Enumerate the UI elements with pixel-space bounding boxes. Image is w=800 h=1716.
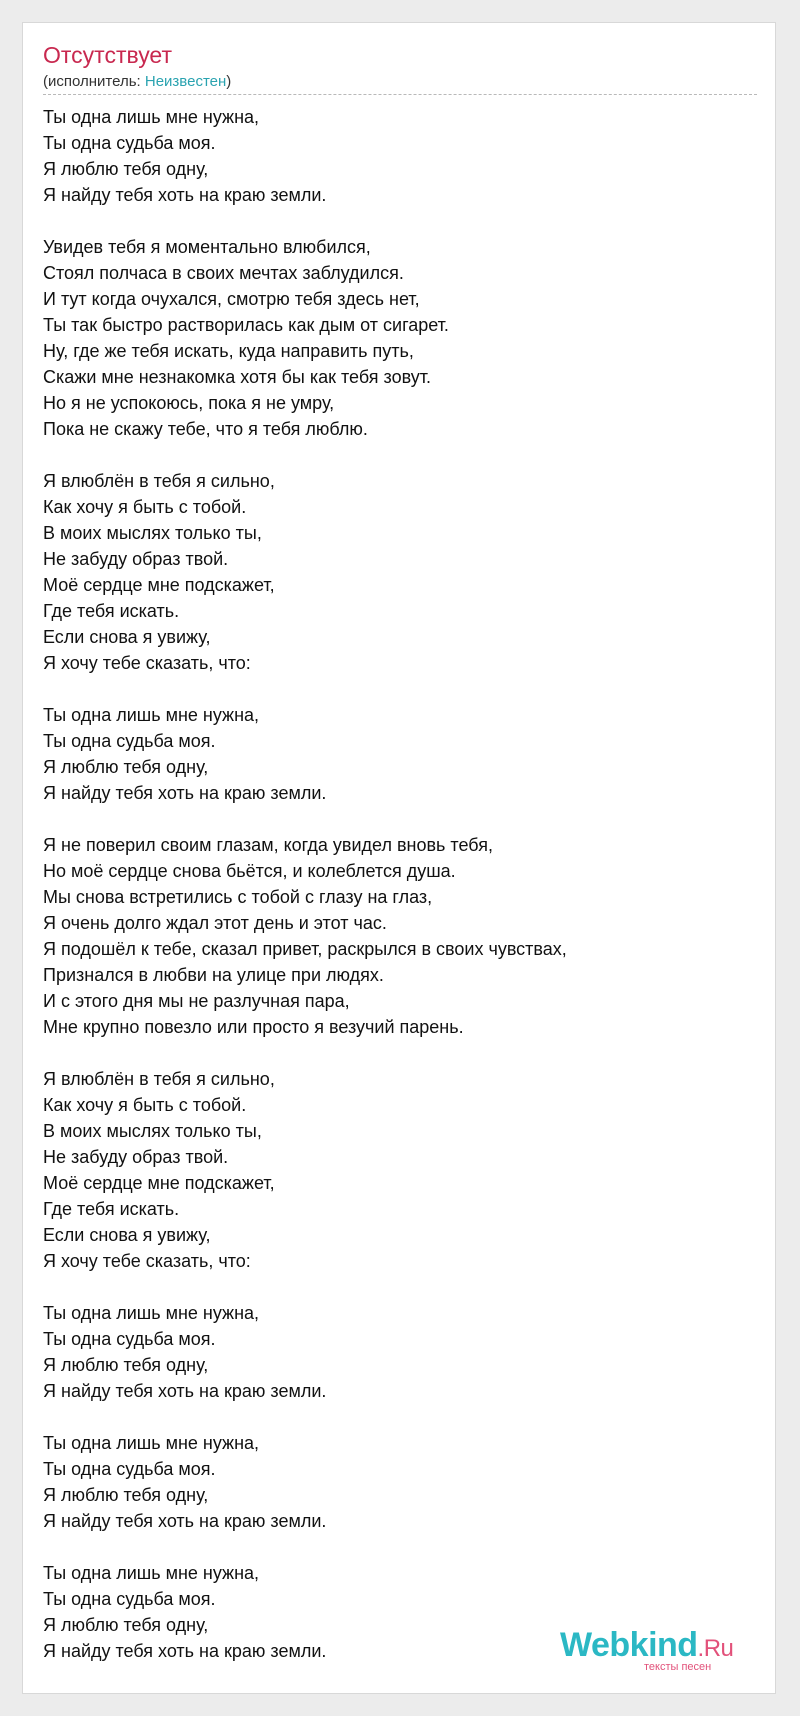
- lyrics-line: Я подошёл к тебе, сказал привет, раскрылся в своих чувствах,: [43, 939, 567, 959]
- lyrics-line: Стоял полчаса в своих мечтах заблудился.: [43, 263, 404, 283]
- lyrics-line: Я люблю тебя одну,: [43, 159, 209, 179]
- lyrics-line: Моё сердце мне подскажет,: [43, 575, 275, 595]
- lyrics-line: Я найду тебя хоть на краю земли.: [43, 1511, 327, 1531]
- lyrics-line: Ты так быстро растворилась как дым от сигарет.: [43, 315, 449, 335]
- lyrics-stanza: [43, 832, 757, 1040]
- lyrics-line: Я найду тебя хоть на краю земли.: [43, 185, 327, 205]
- song-title: Отсутствует: [43, 42, 172, 68]
- lyrics-line: Я хочу тебе сказать, что:: [43, 653, 251, 673]
- lyrics-line: Я люблю тебя одну,: [43, 1355, 209, 1375]
- lyrics-line: Как хочу я быть с тобой.: [43, 497, 247, 517]
- logo-name: Webkind: [560, 1626, 698, 1664]
- lyrics-line: Мне крупно повезло или просто я везучий парень.: [43, 1017, 464, 1037]
- lyrics-line: Скажи мне незнакомка хотя бы как тебя зовут.: [43, 367, 432, 387]
- lyrics-line: Ты одна лишь мне нужна,: [43, 107, 260, 127]
- lyrics-stanza: [43, 234, 757, 442]
- lyrics-line: Я найду тебя хоть на краю земли.: [43, 1381, 327, 1401]
- artist-prefix: (исполнитель:: [43, 73, 145, 90]
- lyrics-line: Я люблю тебя одну,: [43, 757, 209, 777]
- lyrics-line: Я очень долго ждал этот день и этот час.: [43, 913, 387, 933]
- lyrics-line: Я найду тебя хоть на краю земли.: [43, 1641, 327, 1661]
- webkind-logo[interactable]: [560, 1628, 770, 1680]
- lyrics-stanza: [43, 468, 757, 676]
- lyrics-line: Ты одна лишь мне нужна,: [43, 705, 260, 725]
- lyrics-line: Я влюблён в тебя я сильно,: [43, 1069, 275, 1089]
- logo-wordmark: [560, 1628, 733, 1662]
- lyrics-line: Пока не скажу тебе, что я тебя люблю.: [43, 419, 368, 439]
- lyrics-line: Я влюблён в тебя я сильно,: [43, 471, 275, 491]
- lyrics-line: Ты одна судьба моя.: [43, 1329, 216, 1349]
- lyrics-line: Я хочу тебе сказать, что:: [43, 1251, 251, 1271]
- lyrics-line: Ты одна лишь мне нужна,: [43, 1563, 260, 1583]
- lyrics-line: Я люблю тебя одну,: [43, 1485, 209, 1505]
- lyrics-line: Я не поверил своим глазам, когда увидел вновь тебя,: [43, 835, 493, 855]
- lyrics-stanza: [43, 1300, 757, 1404]
- lyrics-line: Ты одна лишь мне нужна,: [43, 1303, 260, 1323]
- artist-line: [43, 74, 231, 89]
- lyrics-line: Ну, где же тебя искать, куда направить путь,: [43, 341, 414, 361]
- lyrics-line: Как хочу я быть с тобой.: [43, 1095, 247, 1115]
- lyrics-line: В моих мыслях только ты,: [43, 523, 262, 543]
- lyrics-line: Ты одна судьба моя.: [43, 731, 216, 751]
- lyrics-line: Мы снова встретились с тобой с глазу на глаз,: [43, 887, 433, 907]
- header-divider: [43, 94, 757, 95]
- lyrics-stanza: [43, 1066, 757, 1274]
- lyrics-line: Ты одна судьба моя.: [43, 1459, 216, 1479]
- logo-tld: .Ru: [697, 1635, 734, 1662]
- lyrics-card: [22, 22, 776, 1694]
- lyrics-line: Увидев тебя я моментально влюбился,: [43, 237, 371, 257]
- lyrics-line: Где тебя искать.: [43, 1199, 180, 1219]
- lyrics-stanza: [43, 1430, 757, 1534]
- lyrics-line: Моё сердце мне подскажет,: [43, 1173, 275, 1193]
- lyrics-line: Если снова я увижу,: [43, 627, 211, 647]
- lyrics-line: Я люблю тебя одну,: [43, 1615, 209, 1635]
- lyrics-line: Ты одна лишь мне нужна,: [43, 1433, 260, 1453]
- lyrics-line: Не забуду образ твой.: [43, 1147, 229, 1167]
- lyrics-line: И тут когда очухался, смотрю тебя здесь нет,: [43, 289, 420, 309]
- artist-suffix: ): [226, 73, 232, 90]
- lyrics-line: Не забуду образ твой.: [43, 549, 229, 569]
- lyrics-line: Если снова я увижу,: [43, 1225, 211, 1245]
- lyrics-line: Но моё сердце снова бьётся, и колеблется душа.: [43, 861, 456, 881]
- lyrics-text: [43, 104, 757, 1690]
- lyrics-line: И с этого дня мы не разлучная пара,: [43, 991, 350, 1011]
- logo-tagline: тексты песен: [644, 1661, 712, 1673]
- lyrics-line: Где тебя искать.: [43, 601, 180, 621]
- artist-link[interactable]: Неизвестен: [144, 73, 227, 90]
- lyrics-line: Я найду тебя хоть на краю земли.: [43, 783, 327, 803]
- lyrics-line: В моих мыслях только ты,: [43, 1121, 262, 1141]
- lyrics-line: Ты одна судьба моя.: [43, 1589, 216, 1609]
- lyrics-line: Признался в любви на улице при людях.: [43, 965, 384, 985]
- lyrics-line: Ты одна судьба моя.: [43, 133, 216, 153]
- lyrics-stanza: [43, 702, 757, 806]
- lyrics-line: Но я не успокоюсь, пока я не умру,: [43, 393, 335, 413]
- lyrics-stanza: [43, 104, 757, 208]
